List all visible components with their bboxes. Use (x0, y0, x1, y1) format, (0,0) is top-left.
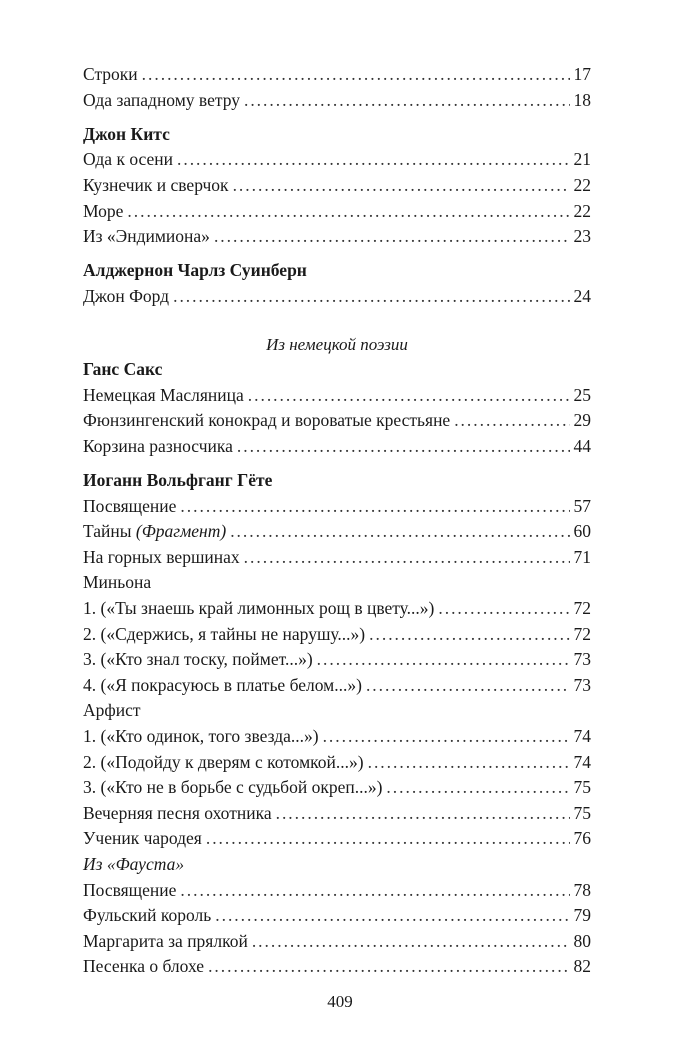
toc-entry-title (83, 434, 233, 460)
toc-entry-page: 17 (573, 64, 591, 84)
toc-entry (83, 929, 591, 955)
dot-leader (173, 284, 569, 310)
toc-entry-title (83, 775, 382, 801)
toc-entry-title-text: 1. («Кто одинок, того звезда...») (83, 726, 319, 747)
toc-entry-title (83, 622, 365, 648)
toc-entry-page: 72 (573, 623, 591, 644)
toc-entry-title-text: 3. («Кто знал тоску, поймет...») (83, 649, 313, 670)
dot-leader (127, 199, 569, 225)
toc-entry-page: 18 (573, 89, 591, 110)
toc-entry-page: 82 (573, 956, 591, 977)
toc-entry-title (83, 954, 204, 980)
toc-entry-title-text: 4. («Я покрасуюсь в платье белом...») (83, 674, 362, 695)
dot-leader (215, 903, 569, 929)
dot-leader (142, 62, 570, 88)
toc-entry-page: 79 (573, 905, 591, 926)
toc-entry-title-text: Посвящение (83, 495, 177, 516)
toc-entry-title-text: 1. («Ты знаешь край лимонных рощ в цвету...») (83, 598, 435, 619)
toc-entry-page: 76 (573, 828, 591, 849)
toc-entry (83, 383, 591, 409)
toc-entry-title-text: 2. («Подойду к дверям с котомкой...») (83, 751, 364, 772)
table-of-contents (83, 62, 591, 980)
toc-entry-page: 22 (573, 200, 591, 221)
toc-entry-page: 21 (573, 149, 591, 170)
toc-entry-title (83, 724, 319, 750)
toc-entry (83, 284, 591, 310)
toc-entry-page: 71 (573, 546, 591, 567)
dot-leader (177, 147, 570, 173)
toc-entry-title-text: Тайны (83, 521, 132, 542)
toc-entry (83, 545, 591, 571)
dot-leader (248, 383, 570, 409)
spacer (83, 113, 591, 122)
toc-entry (83, 903, 591, 929)
toc-entry-page: 72 (573, 598, 591, 619)
toc-entry-page: 78 (573, 879, 591, 900)
dot-leader (230, 519, 569, 545)
toc-entry (83, 826, 591, 852)
toc-entry (83, 647, 591, 673)
toc-entry-title (83, 224, 210, 250)
toc-entry-title-text: Песенка о блохе (83, 956, 205, 977)
dot-leader (214, 224, 570, 250)
group-heading: Миньона (83, 572, 152, 593)
toc-entry (83, 62, 591, 88)
toc-entry (83, 750, 591, 776)
toc-entry-title (83, 519, 226, 545)
toc-entry (83, 199, 591, 225)
toc-entry (83, 775, 591, 801)
toc-entry-title (83, 903, 211, 929)
toc-entry-title-note: (Фрагмент) (135, 521, 227, 542)
author-heading: Алджернон Чарлз Суинберн (83, 260, 307, 281)
toc-entry-page: 75 (573, 802, 591, 823)
dot-leader (369, 622, 569, 648)
dot-leader (208, 954, 569, 980)
author-heading: Иоганн Вольфганг Гёте (83, 470, 273, 491)
dot-leader (233, 173, 570, 199)
dot-leader (244, 88, 570, 114)
toc-entry-title (83, 494, 176, 520)
toc-entry-title-text: Ода к осени (83, 149, 173, 170)
toc-entry-title-text: Фульский король (83, 905, 212, 926)
toc-entry (83, 88, 591, 114)
toc-entry (83, 173, 591, 199)
dot-leader (368, 750, 570, 776)
spacer (83, 310, 591, 332)
toc-entry-title (83, 88, 240, 114)
toc-entry-page: 29 (573, 410, 591, 431)
dot-leader (454, 408, 569, 434)
toc-entry (83, 494, 591, 520)
dot-leader (276, 801, 570, 827)
toc-entry (83, 408, 591, 434)
toc-entry-title (83, 826, 202, 852)
dot-leader (252, 929, 570, 955)
toc-entry-page: 23 (573, 226, 591, 247)
toc-entry-title-text: Из «Эндимиона» (83, 226, 210, 247)
author-heading: Ганс Сакс (83, 359, 163, 380)
toc-entry (83, 147, 591, 173)
toc-entry-title-text: Кузнечик и сверчок (83, 174, 229, 195)
toc-entry-page: 80 (573, 930, 591, 951)
toc-entry-page: 44 (573, 435, 591, 456)
group-heading: Арфист (83, 700, 141, 721)
dot-leader (206, 826, 570, 852)
toc-entry-page: 57 (573, 495, 591, 516)
toc-entry-page: 74 (573, 726, 591, 747)
toc-entry-title-text: 3. («Кто не в борьбе с судьбой окреп...») (83, 777, 383, 798)
toc-entry (83, 596, 591, 622)
page-number: 409 (327, 992, 353, 1011)
dot-leader (386, 775, 569, 801)
toc-entry-title-text: Море (83, 200, 124, 221)
toc-entry-title-text: Джон Форд (83, 285, 170, 306)
toc-entry-title (83, 647, 313, 673)
toc-entry-title-text: Посвящение (83, 879, 177, 900)
toc-entry (83, 622, 591, 648)
toc-entry-title (83, 750, 364, 776)
toc-entry-title-text: Фюнзингенский конокрад и вороватые крестьяне (83, 410, 451, 431)
toc-entry-title (83, 878, 176, 904)
author-heading: Джон Китс (83, 123, 170, 144)
dot-leader (323, 724, 570, 750)
toc-entry-title-text: Строки (83, 64, 138, 84)
toc-entry-title (83, 596, 434, 622)
toc-entry-title (83, 801, 272, 827)
toc-entry (83, 954, 591, 980)
toc-entry-page: 73 (573, 674, 591, 695)
toc-entry (83, 878, 591, 904)
toc-entry-page: 75 (573, 777, 591, 798)
toc-entry (83, 673, 591, 699)
spacer (83, 460, 591, 469)
dot-leader (244, 545, 570, 571)
toc-entry-title-text: Ученик чародея (83, 828, 202, 849)
toc-entry-title-text: 2. («Сдержись, я тайны не нарушу...») (83, 623, 366, 644)
toc-entry-title (83, 383, 244, 409)
toc-entry-title-text: На горных вершинах (83, 546, 240, 567)
toc-entry-title (83, 673, 362, 699)
toc-entry-title (83, 408, 450, 434)
toc-entry-title (83, 929, 248, 955)
toc-entry-title (83, 545, 240, 571)
toc-entry-title-text: Вечерняя песня охотника (83, 802, 272, 823)
toc-entry-title-text: Корзина разносчика (83, 435, 233, 456)
dot-leader (180, 878, 569, 904)
toc-entry-page: 73 (573, 649, 591, 670)
toc-entry-title-text: Немецкая Масляница (83, 384, 244, 405)
toc-entry (83, 434, 591, 460)
spacer (83, 250, 591, 259)
dot-leader (180, 494, 569, 520)
toc-entry-page: 22 (573, 174, 591, 195)
toc-entry-title (83, 284, 169, 310)
toc-entry (83, 519, 591, 545)
toc-entry (83, 224, 591, 250)
toc-entry (83, 801, 591, 827)
toc-entry-page: 25 (573, 384, 591, 405)
toc-entry (83, 724, 591, 750)
toc-entry-title (83, 173, 229, 199)
toc-entry-page: 60 (573, 521, 591, 542)
section-heading: Из немецкой поэзии (266, 334, 408, 354)
dot-leader (438, 596, 569, 622)
toc-entry-page: 24 (573, 285, 591, 306)
toc-entry-page: 74 (573, 751, 591, 772)
group-heading: Из «Фауста» (83, 854, 185, 874)
toc-entry-title-text: Ода западному ветру (83, 89, 240, 110)
toc-entry-title (83, 62, 138, 88)
toc-entry-title-text: Маргарита за прялкой (83, 930, 248, 951)
dot-leader (237, 434, 570, 460)
toc-entry-title (83, 199, 123, 225)
toc-entry-title (83, 147, 173, 173)
dot-leader (317, 647, 570, 673)
dot-leader (366, 673, 570, 699)
